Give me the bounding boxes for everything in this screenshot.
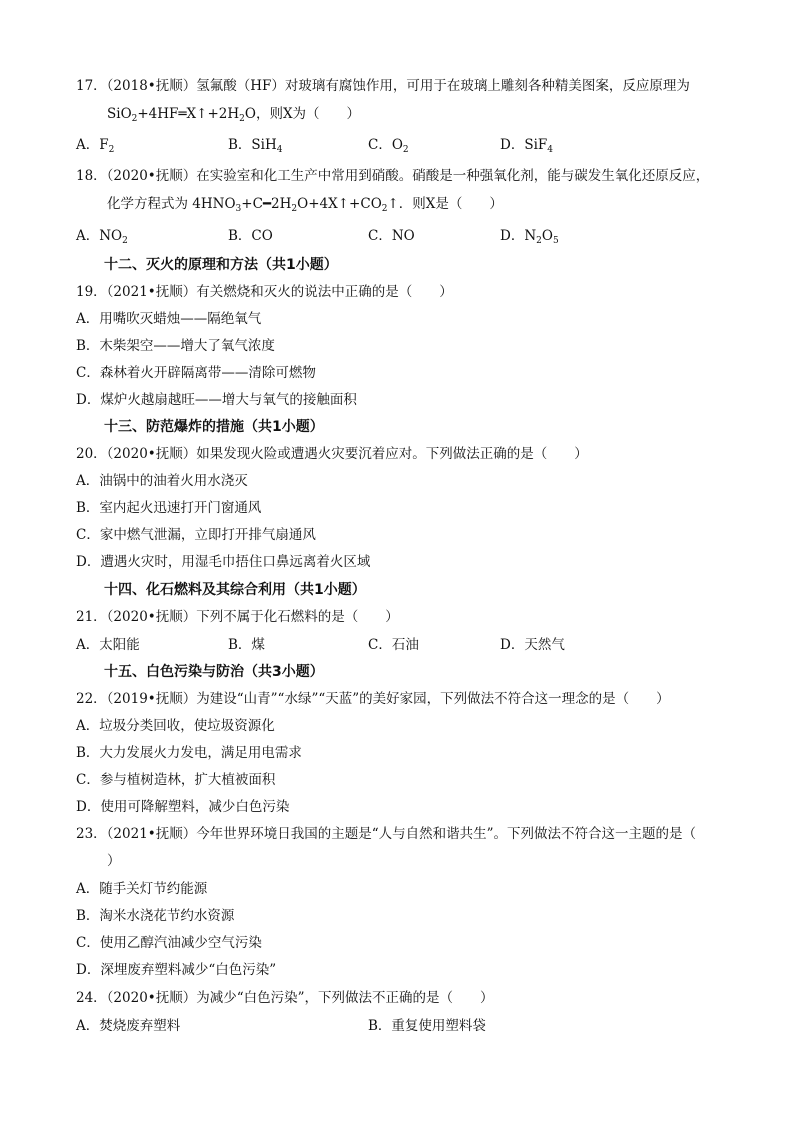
q19-option-c[interactable]: C．森林着火开辟隔离带——清除可燃物 xyxy=(76,365,316,381)
q17-option-b[interactable]: B．SiH$_4$ xyxy=(228,137,283,155)
q17-option-a[interactable]: A．$F_2$ xyxy=(76,137,115,155)
q17-stem: 17．（2018•抚顺）氢氟酸（HF）对玻璃有腐蚀作用，可用于在玻璃上雕刻各种精美图案，反应原理为 xyxy=(76,78,690,94)
q22-option-d[interactable]: D．使用可降解塑料，减少白色污染 xyxy=(76,799,290,815)
section-heading-15: 十五、白色污染与防治（共3小题） xyxy=(104,664,324,680)
q19-option-d[interactable]: D．煤炉火越扇越旺——增大与氧气的接触面积 xyxy=(76,392,357,408)
q18-option-c[interactable]: C．NO xyxy=(368,228,415,244)
q19-stem: 19．（2021•抚顺）有关燃烧和灭火的说法中正确的是（ ） xyxy=(76,284,453,300)
q18-option-b[interactable]: B．CO xyxy=(228,228,273,244)
q20-option-c[interactable]: C．家中燃气泄漏，立即打开排气扇通风 xyxy=(76,527,316,543)
q23-option-c[interactable]: C．使用乙醇汽油减少空气污染 xyxy=(76,935,262,951)
q21-stem: 21．（2020•抚顺）下列不属于化石燃料的是（ ） xyxy=(76,609,399,625)
q20-option-a[interactable]: A．油锅中的油着火用水浇灭 xyxy=(76,473,248,489)
q20-option-d[interactable]: D．遭遇火灾时，用湿毛巾捂住口鼻远离着火区域 xyxy=(76,554,371,570)
q23-stem: 23．（2021•抚顺）今年世界环境日我国的主题是“人与自然和谐共生”。下列做法不符合这一主题的是（ xyxy=(76,826,697,842)
section-heading-12: 十二、灭火的原理和方法（共1小题） xyxy=(104,257,338,273)
q24-option-a[interactable]: A．焚烧废弃塑料 xyxy=(76,1018,181,1034)
section-heading-13: 十三、防范爆炸的措施（共1小题） xyxy=(104,419,324,435)
q18-option-d[interactable]: D．$N_2O_5$ xyxy=(500,228,559,246)
q23-stem-cont: ） xyxy=(107,853,121,869)
q17-option-c[interactable]: C．$O_2$ xyxy=(368,137,409,155)
q22-option-c[interactable]: C．参与植树造林，扩大植被面积 xyxy=(76,772,276,788)
q23-option-b[interactable]: B．淘米水浇花节约水资源 xyxy=(76,908,235,924)
q19-option-a[interactable]: A．用嘴吹灭蜡烛——隔绝氧气 xyxy=(76,311,262,327)
q17-equation: $SiO_2+4HF═X↑+2H_2O$，则X为（ ） xyxy=(107,106,361,124)
q21-option-d[interactable]: D．天然气 xyxy=(500,637,565,653)
q23-option-d[interactable]: D．深埋废弃塑料减少“白色污染” xyxy=(76,962,277,978)
q24-option-b[interactable]: B．重复使用塑料袋 xyxy=(368,1018,486,1034)
q18-option-a[interactable]: A．$NO_2$ xyxy=(76,228,128,246)
section-heading-14: 十四、化石燃料及其综合利用（共1小题） xyxy=(104,582,366,598)
q19-option-b[interactable]: B．木柴架空——增大了氧气浓度 xyxy=(76,338,275,354)
q24-stem: 24．（2020•抚顺）为减少“白色污染”，下列做法不正确的是（ ） xyxy=(76,990,494,1006)
q18-equation: 化学方程式为 $4HNO_3+C━2H_2O+4X↑+CO_2↑$．则X是（ ） xyxy=(107,196,503,214)
q21-option-b[interactable]: B．煤 xyxy=(228,637,265,653)
q22-stem: 22．（2019•抚顺）为建设“山青”“水绿”“天蓝”的美好家园，下列做法不符合这一理念的是（ ） xyxy=(76,691,670,707)
q22-option-a[interactable]: A．垃圾分类回收，使垃圾资源化 xyxy=(76,718,275,734)
q21-option-c[interactable]: C．石油 xyxy=(368,637,419,653)
q20-stem: 20．（2020•抚顺）如果发现火险或遭遇火灾要沉着应对。下列做法正确的是（ ） xyxy=(76,446,588,462)
q17-option-d[interactable]: D．SiF$_4$ xyxy=(500,137,553,155)
q22-option-b[interactable]: B．大力发展火力发电，满足用电需求 xyxy=(76,745,302,761)
q18-stem: 18．（2020•抚顺）在实验室和化工生产中常用到硝酸。硝酸是一种强氧化剂，能与碳发生氧化还原反应， xyxy=(76,168,710,184)
q23-option-a[interactable]: A．随手关灯节约能源 xyxy=(76,881,208,897)
q20-option-b[interactable]: B．室内起火迅速打开门窗通风 xyxy=(76,500,262,516)
q21-option-a[interactable]: A．太阳能 xyxy=(76,637,140,653)
